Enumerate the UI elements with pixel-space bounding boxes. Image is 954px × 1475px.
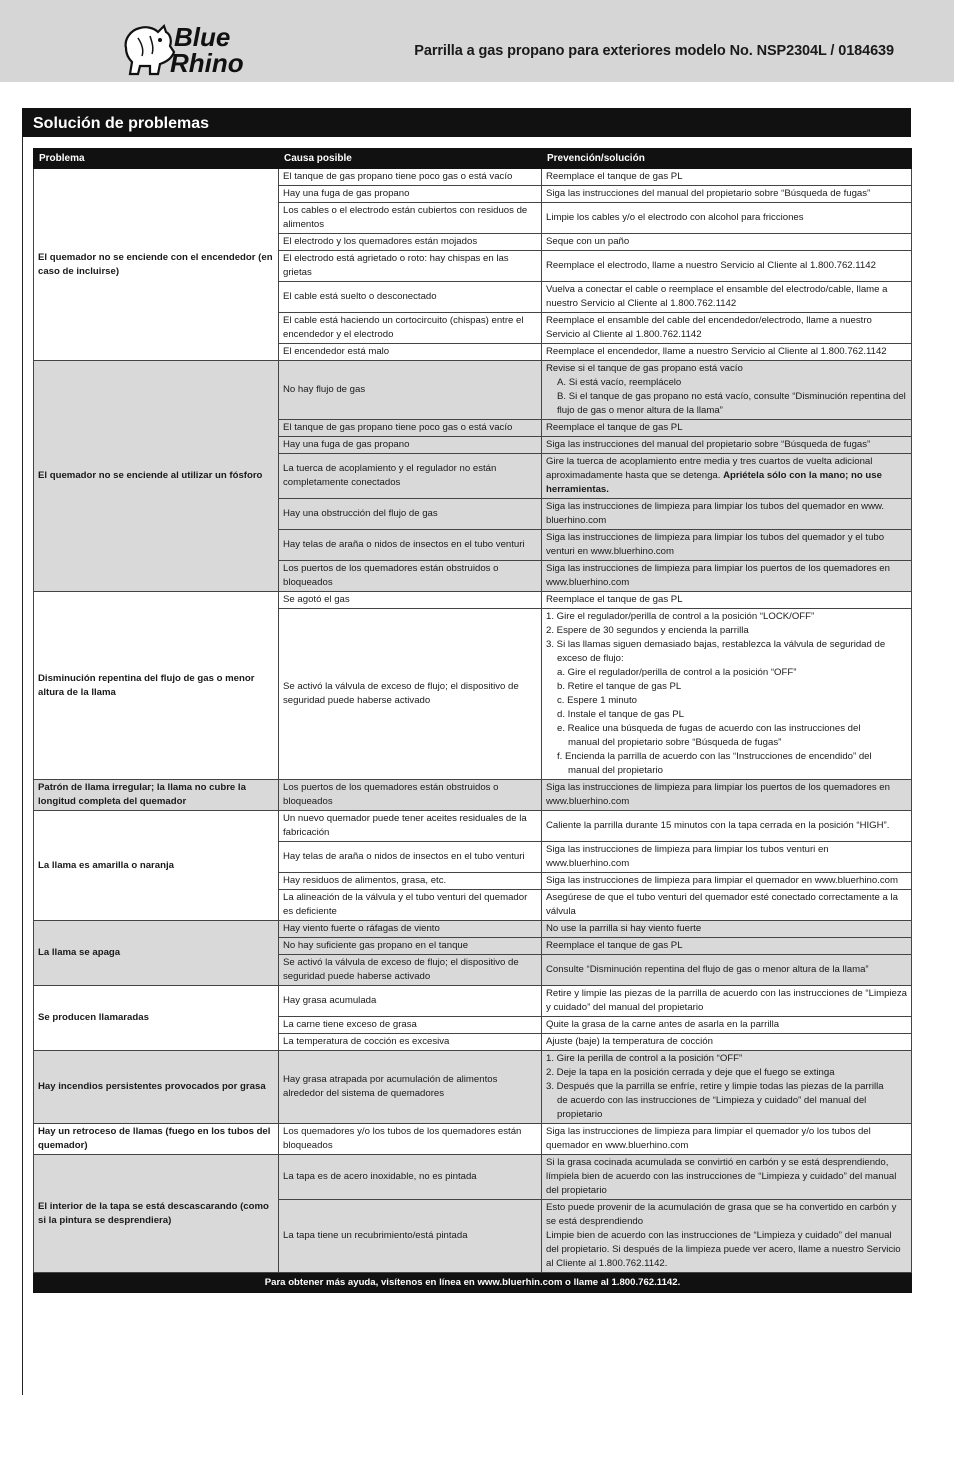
cause-cell: La tuerca de acoplamiento y el regulador no están completamente conectados xyxy=(279,454,542,499)
solution-line: 1. Gire la perilla de control a la posición “OFF” xyxy=(546,1053,743,1064)
cause-cell: Hay residuos de alimentos, grasa, etc. xyxy=(279,873,542,890)
cause-cell: La temperatura de cocción es excesiva xyxy=(279,1034,542,1051)
problem-cell: Disminución repentina del flujo de gas o menor altura de la llama xyxy=(34,592,279,780)
table-row xyxy=(34,361,912,420)
problem-cell: Se producen llamaradas xyxy=(34,986,279,1051)
cause-cell: Los cables o el electrodo están cubiertos con residuos de alimentos xyxy=(279,203,542,234)
solution-line: Siga las instrucciones de limpieza para limpiar los puertos de los quemadores en www.bluerhino.com xyxy=(546,782,890,807)
solution-line: Limpie los cables y/o el electrodo con alcohol para fricciones xyxy=(546,212,804,223)
solution-cell xyxy=(542,811,912,842)
solution-cell xyxy=(542,530,912,561)
solution-line: a. Gire el regulador/perilla de control a la posición “OFF” xyxy=(557,667,797,678)
solution-line: Siga las instrucciones de limpieza para limpiar los tubos del quemador y el tubo venturi en www.bluerhino.com xyxy=(546,532,885,557)
cause-cell: Hay telas de araña o nidos de insectos en el tubo venturi xyxy=(279,530,542,561)
solution-line: Siga las instrucciones de limpieza para limpiar el quemador y/o los tubos del quemador en www.bluerhino.com xyxy=(546,1126,871,1151)
solution-cell xyxy=(542,282,912,313)
solution-cell xyxy=(542,1017,912,1034)
solution-line: Siga las instrucciones de limpieza para limpiar los tubos venturi en www.bluerhino.com xyxy=(546,844,829,869)
column-header: Prevención/solución xyxy=(542,149,912,169)
solution-cell xyxy=(542,344,912,361)
cause-cell: El cable está suelto o desconectado xyxy=(279,282,542,313)
problem-cell: Patrón de llama irregular; la llama no cubre la longitud completa del quemador xyxy=(34,780,279,811)
solution-line: Quite la grasa de la carne antes de asarla en la parrilla xyxy=(546,1019,780,1030)
solution-line: e. Realice una búsqueda de fugas de acuerdo con las instrucciones del xyxy=(557,723,861,734)
solution-cell xyxy=(542,1034,912,1051)
solution-cell xyxy=(542,361,912,420)
solution-cell xyxy=(542,592,912,609)
cause-cell: El encendedor está malo xyxy=(279,344,542,361)
troubleshooting-table xyxy=(33,148,912,1293)
blue-rhino-logo xyxy=(120,18,280,78)
cause-cell: Se agotó el gas xyxy=(279,592,542,609)
table-row xyxy=(34,1155,912,1200)
solution-line: exceso de flujo: xyxy=(557,653,624,664)
problem-cell: La llama se apaga xyxy=(34,921,279,986)
solution-cell xyxy=(542,1200,912,1273)
solution-cell xyxy=(542,873,912,890)
column-header: Problema xyxy=(34,149,279,169)
cause-cell: La alineación de la válvula y el tubo venturi del quemador es deficiente xyxy=(279,890,542,921)
logo-word-1: Blue xyxy=(174,22,231,52)
table-header-row xyxy=(34,149,912,169)
solution-cell xyxy=(542,437,912,454)
cause-cell: La tapa es de acero inoxidable, no es pintada xyxy=(279,1155,542,1200)
solution-line: Reemplace el tanque de gas PL xyxy=(546,422,683,433)
solution-cell xyxy=(542,938,912,955)
table-row xyxy=(34,1124,912,1155)
cause-cell: No hay flujo de gas xyxy=(279,361,542,420)
solution-cell xyxy=(542,561,912,592)
cause-cell: El electrodo está agrietado o roto: hay chispas en las grietas xyxy=(279,251,542,282)
solution-line: b. Retire el tanque de gas PL xyxy=(557,681,682,692)
solution-line: 3. Después que la parrilla se enfríe, retire y limpie todas las piezas de la parrilla xyxy=(546,1081,884,1092)
section-title: Solución de problemas xyxy=(22,108,911,137)
table-row xyxy=(34,811,912,842)
solution-line: Siga las instrucciones de limpieza para limpiar los puertos de los quemadores en www.bluerhino.com xyxy=(546,563,890,588)
solution-cell xyxy=(542,890,912,921)
problem-cell: Hay un retroceso de llamas (fuego en los tubos del quemador) xyxy=(34,1124,279,1155)
logo-word-2: Rhino xyxy=(170,48,244,78)
solution-line: Revise si el tanque de gas propano está vacío xyxy=(546,363,743,374)
problem-cell: El quemador no se enciende con el encendedor (en caso de incluirse) xyxy=(34,169,279,361)
solution-cell xyxy=(542,499,912,530)
solution-line: Siga las instrucciones de limpieza para limpiar los tubos del quemador en www. bluerhino.com xyxy=(546,501,885,526)
solution-line: Reemplace el tanque de gas PL xyxy=(546,940,683,951)
solution-line: Reemplace el tanque de gas PL xyxy=(546,171,683,182)
solution-cell xyxy=(542,420,912,437)
solution-line: Siga las instrucciones del manual del propietario sobre “Búsqueda de fugas” xyxy=(546,439,871,450)
cause-cell: Hay una fuga de gas propano xyxy=(279,186,542,203)
problem-cell: La llama es amarilla o naranja xyxy=(34,811,279,921)
solution-line: Siga las instrucciones del manual del propietario sobre “Búsqueda de fugas” xyxy=(546,188,871,199)
solution-line: Ajuste (baje) la temperatura de cocción xyxy=(546,1036,713,1047)
problem-cell: El quemador no se enciende al utilizar un fósforo xyxy=(34,361,279,592)
solution-line: 2. Espere de 30 segundos y encienda la parrilla xyxy=(546,625,749,636)
solution-cell xyxy=(542,921,912,938)
solution-line: Reemplace el electrodo, llame a nuestro Servicio al Cliente al 1.800.762.1142 xyxy=(546,260,876,271)
solution-line: Esto puede provenir de la acumulación de grasa que se ha convertido en carbón y se está desprendiendo xyxy=(546,1202,897,1227)
table-row xyxy=(34,169,912,186)
cause-cell: La carne tiene exceso de grasa xyxy=(279,1017,542,1034)
problem-cell: Hay incendios persistentes provocados por grasa xyxy=(34,1051,279,1124)
cause-cell: La tapa tiene un recubrimiento/está pintada xyxy=(279,1200,542,1273)
solution-line: f. Encienda la parrilla de acuerdo con las “Instrucciones de encendido” del xyxy=(557,751,872,762)
table-row xyxy=(34,921,912,938)
table-footer-row xyxy=(34,1273,912,1293)
solution-cell xyxy=(542,1051,912,1124)
cause-cell: Hay viento fuerte o ráfagas de viento xyxy=(279,921,542,938)
table-row xyxy=(34,780,912,811)
column-header: Causa posible xyxy=(279,149,542,169)
page-title: Parrilla a gas propano para exteriores modelo No. NSP2304L / 0184639 xyxy=(414,43,894,59)
table-body xyxy=(34,169,912,1273)
cause-cell: Los puertos de los quemadores están obstruidos o bloqueados xyxy=(279,780,542,811)
page-header xyxy=(0,0,954,82)
cause-cell: Hay una fuga de gas propano xyxy=(279,437,542,454)
solution-line: c. Espere 1 minuto xyxy=(557,695,637,706)
cause-cell: El tanque de gas propano tiene poco gas o está vacío xyxy=(279,169,542,186)
table-row xyxy=(34,592,912,609)
solution-line: Reemplace el encendedor, llame a nuestro Servicio al Cliente al 1.800.762.1142 xyxy=(546,346,887,357)
solution-line: Vuelva a conectar el cable o reemplace el ensamble del electrodo/cable, llame a nuestro Servicio al Cliente al 1.800.762.1142 xyxy=(546,284,888,309)
solution-cell xyxy=(542,955,912,986)
cause-cell: Hay telas de araña o nidos de insectos en el tubo venturi xyxy=(279,842,542,873)
solution-line: Asegúrese de que el tubo venturi del quemador esté conectado correctamente a la válvula xyxy=(546,892,898,917)
solution-cell xyxy=(542,454,912,499)
solution-cell xyxy=(542,169,912,186)
solution-line: Si la grasa cocinada acumulada se convirtió en carbón y se está desprendiendo, límpiela bien de acuerdo con las instrucciones de “Limpieza y cuidado” del manual del propietario xyxy=(546,1157,897,1196)
cause-cell: El tanque de gas propano tiene poco gas o está vacío xyxy=(279,420,542,437)
cause-cell: Hay grasa acumulada xyxy=(279,986,542,1017)
side-rule xyxy=(22,137,23,1395)
solution-line: Caliente la parrilla durante 15 minutos con la tapa cerrada en la posición “HIGH”. xyxy=(546,820,890,831)
solution-line: Reemplace el ensamble del cable del encendedor/electrodo, llame a nuestro Servicio al Cliente al 1.800.762.1142 xyxy=(546,315,872,340)
solution-line: Retire y limpie las piezas de la parrilla de acuerdo con las instrucciones de “Limpieza y cuidado” del manual del propietario xyxy=(546,988,908,1013)
solution-cell xyxy=(542,1155,912,1200)
solution-line: Gire la tuerca de acoplamiento entre media y tres cuartos de vuelta adicional aproximadamente hasta que se detenga. xyxy=(546,456,873,481)
help-footer: Para obtener más ayuda, visítenos en línea en www.bluerhin.com o llame al 1.800.762.1142. xyxy=(34,1273,912,1293)
problem-cell: El interior de la tapa se está descascarando (como si la pintura se desprendiera) xyxy=(34,1155,279,1273)
solution-line: manual del propietario sobre “Búsqueda de fugas” xyxy=(568,737,782,748)
solution-cell xyxy=(542,609,912,780)
solution-line: Reemplace el tanque de gas PL xyxy=(546,594,683,605)
cause-cell: Un nuevo quemador puede tener aceites residuales de la fabricación xyxy=(279,811,542,842)
solution-emphasis: Apriétela sólo con la mano; no use herramientas. xyxy=(546,470,882,495)
solution-line: No use la parrilla si hay viento fuerte xyxy=(546,923,702,934)
cause-cell: Hay grasa atrapada por acumulación de alimentos alrededor del sistema de quemadores xyxy=(279,1051,542,1124)
solution-line: Limpie bien de acuerdo con las instrucciones de “Limpieza y cuidado” del manual del propietario. Si después de la limpieza puede ver acero, llame a nuestro Servicio al Cliente al 1.800.762.1142. xyxy=(546,1230,901,1269)
cause-cell: No hay suficiente gas propano en el tanque xyxy=(279,938,542,955)
cause-cell: Se activó la válvula de exceso de flujo; el dispositivo de seguridad puede haberse activado xyxy=(279,609,542,780)
cause-cell: Los puertos de los quemadores están obstruidos o bloqueados xyxy=(279,561,542,592)
solution-line: A. Si está vacío, reemplácelo xyxy=(557,377,682,388)
solution-cell xyxy=(542,203,912,234)
solution-cell xyxy=(542,986,912,1017)
solution-cell xyxy=(542,234,912,251)
cause-cell: El electrodo y los quemadores están mojados xyxy=(279,234,542,251)
solution-line: B. Si el tanque de gas propano no está vacío, consulte “Disminución repentina del flujo de gas o menor altura de la llama” xyxy=(557,391,906,416)
table-row xyxy=(34,1051,912,1124)
solution-line: Seque con un paño xyxy=(546,236,630,247)
solution-line: 2. Deje la tapa en la posición cerrada y deje que el fuego se extinga xyxy=(546,1067,835,1078)
cause-cell: Los quemadores y/o los tubos de los quemadores están bloqueados xyxy=(279,1124,542,1155)
solution-line: Siga las instrucciones de limpieza para limpiar el quemador en www.bluerhino.com xyxy=(546,875,898,886)
solution-line: Consulte “Disminución repentina del flujo de gas o menor altura de la llama” xyxy=(546,964,869,975)
cause-cell: Hay una obstrucción del flujo de gas xyxy=(279,499,542,530)
solution-cell xyxy=(542,186,912,203)
solution-line: manual del propietario xyxy=(568,765,663,776)
solution-line: d. Instale el tanque de gas PL xyxy=(557,709,684,720)
solution-cell xyxy=(542,780,912,811)
solution-line: propietario xyxy=(557,1109,603,1120)
solution-cell xyxy=(542,313,912,344)
solution-line: 3. Si las llamas siguen demasiado bajas, restablezca la válvula de seguridad de xyxy=(546,639,886,650)
cause-cell: El cable está haciendo un cortocircuito (chispas) entre el encendedor y el electrodo xyxy=(279,313,542,344)
solution-cell xyxy=(542,1124,912,1155)
solution-cell xyxy=(542,251,912,282)
solution-line: 1. Gire el regulador/perilla de control a la posición “LOCK/OFF” xyxy=(546,611,815,622)
solution-cell xyxy=(542,842,912,873)
table-row xyxy=(34,986,912,1017)
cause-cell: Se activó la válvula de exceso de flujo; el dispositivo de seguridad puede haberse activado xyxy=(279,955,542,986)
solution-line: de acuerdo con las instrucciones de “Limpieza y cuidado” del manual del xyxy=(557,1095,867,1106)
